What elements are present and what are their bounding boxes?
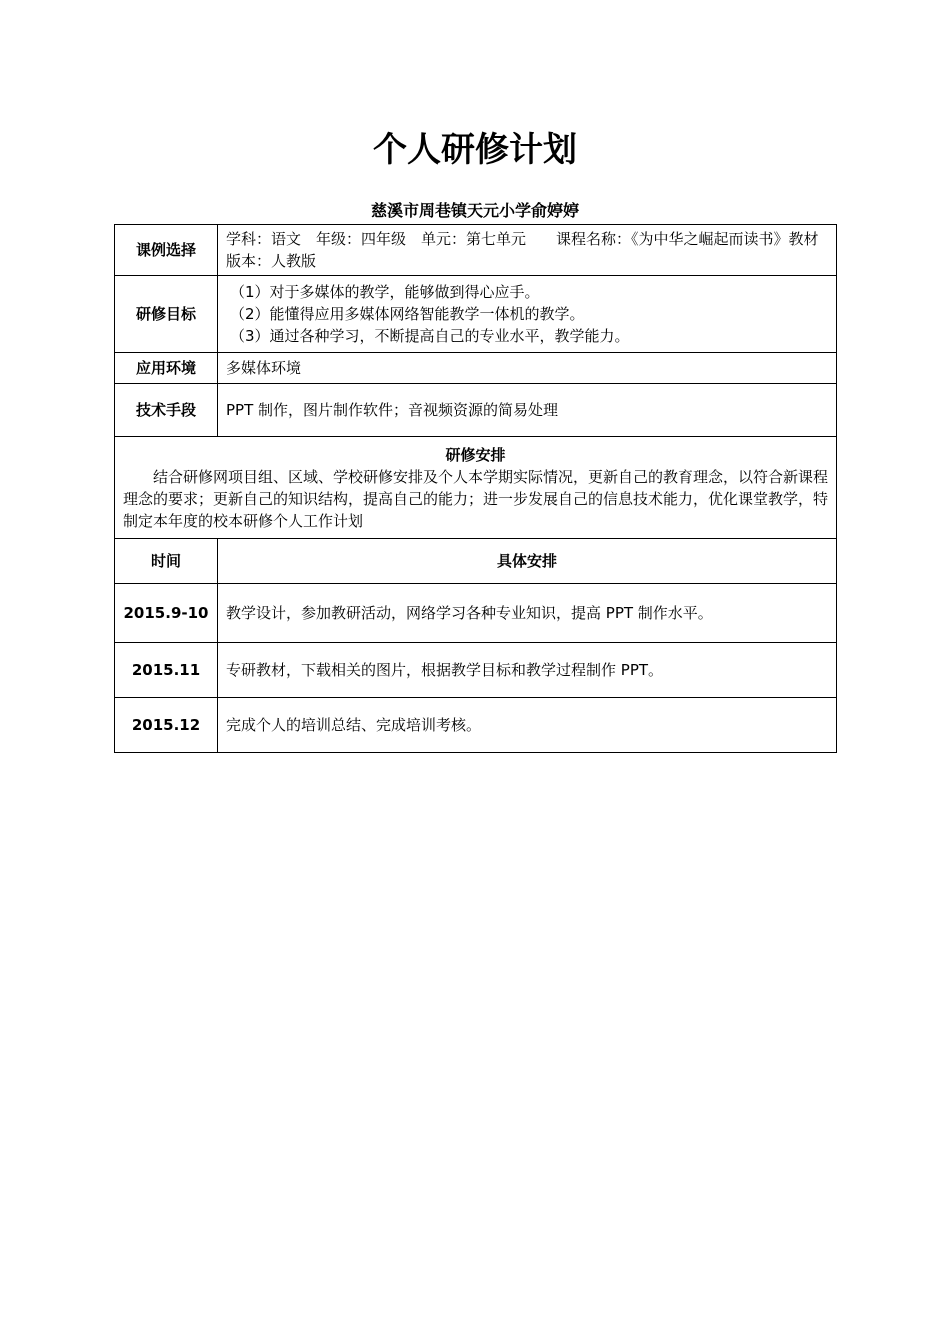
schedule-time: 2015.9-10 [115,584,218,643]
row-environment [115,353,837,384]
course-label: 课例选择 [115,225,218,276]
schedule-plan: 教学设计，参加教研活动，网络学习各种专业知识，提高 PPT 制作水平。 [218,584,837,643]
goal-item: （3）通过各种学习，不断提高自己的专业水平，教学能力。 [230,327,630,345]
schedule-plan: 完成个人的培训总结、完成培训考核。 [218,698,837,753]
goals-list [218,276,837,353]
row-goals [115,276,837,353]
goals-label: 研修目标 [115,276,218,353]
row-arrangement [115,437,837,539]
schedule-time: 2015.12 [115,698,218,753]
goal-item: （2）能懂得应用多媒体网络智能教学一体机的教学。 [230,305,585,323]
environment-label: 应用环境 [115,353,218,384]
schedule-header-row [115,539,837,584]
row-technique [115,384,837,437]
plan-header: 具体安排 [218,539,837,584]
arrangement-cell [115,437,837,539]
time-header: 时间 [115,539,218,584]
table-row [115,698,837,753]
goal-item: （1）对于多媒体的教学，能够做到得心应手。 [230,283,540,301]
row-course [115,225,837,276]
environment-value: 多媒体环境 [218,353,837,384]
author-line: 慈溪市周巷镇天元小学俞婷婷 [370,201,579,220]
schedule-plan: 专研教材，下载相关的图片，根据教学目标和教学过程制作 PPT。 [218,643,837,698]
table-row [115,643,837,698]
table-row [115,584,837,643]
page-title: 个人研修计划 [373,130,577,170]
arrangement-heading: 研修安排 [445,445,506,464]
technique-label: 技术手段 [115,384,218,437]
technique-value: PPT 制作，图片制作软件；音视频资源的简易处理 [218,384,837,437]
schedule-time: 2015.11 [115,643,218,698]
plan-table [114,224,837,753]
arrangement-text: 结合研修网项目组、区域、学校研修安排及个人本学期实际情况，更新自己的教育理念，以符合新课程理念的要求；更新自己的知识结构，提高自己的能力；进一步发展自己的信息技术能力，优化课堂教学，特制定本年度的校本研修个人工作计划 [123,467,829,530]
course-value: 学科：语文 年级：四年级 单元：第七单元 课程名称：《为中华之崛起而读书》教材版本：人教版 [218,225,837,276]
